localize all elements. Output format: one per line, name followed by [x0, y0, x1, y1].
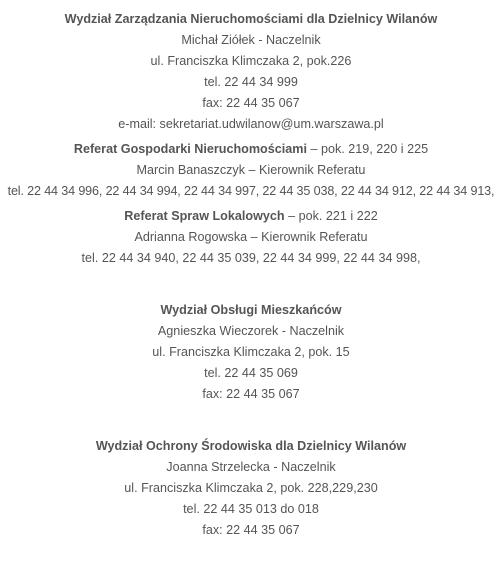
- department-address: ul. Franciszka Klimczaka 2, pok.226: [150, 54, 352, 68]
- department-head: Agnieszka Wieczorek - Naczelnik: [157, 324, 345, 338]
- unit-phones: tel. 22 44 34 996, 22 44 34 994, 22 44 34 997, 22 44 35 038, 22 44 34 912, 22 44 34 913,: [7, 184, 495, 198]
- unit-rooms: – pok. 221 i 222: [284, 209, 378, 223]
- unit-phones: tel. 22 44 34 940, 22 44 35 039, 22 44 34 999, 22 44 34 998,: [81, 251, 421, 265]
- unit-head: Adrianna Rogowska – Kierownik Referatu: [134, 230, 368, 244]
- unit-rooms: – pok. 219, 220 i 225: [306, 142, 429, 156]
- unit-real-estate-management: [0, 139, 502, 202]
- department-environment: [0, 436, 502, 541]
- department-head: Joanna Strzelecka - Naczelnik: [166, 460, 336, 474]
- department-real-estate: [0, 9, 502, 269]
- unit-name: Referat Gospodarki Nieruchomościami: [73, 142, 307, 156]
- unit-name: Referat Spraw Lokalowych: [124, 209, 285, 223]
- department-phone: tel. 22 44 35 069: [204, 366, 298, 380]
- department-resident-services: [0, 300, 502, 405]
- department-fax: fax: 22 44 35 067: [202, 96, 300, 110]
- unit-heading: [0, 139, 502, 160]
- department-title: Wydział Zarządzania Nieruchomościami dla Dzielnicy Wilanów: [64, 12, 438, 26]
- department-head: Michał Ziółek - Naczelnik: [181, 33, 321, 47]
- department-email[interactable]: e-mail: sekretariat.udwilanow@um.warszawa.pl: [118, 117, 384, 131]
- unit-housing-affairs: [0, 206, 502, 269]
- department-fax: fax: 22 44 35 067: [202, 387, 300, 401]
- department-phone: tel. 22 44 34 999: [204, 75, 298, 89]
- department-address: ul. Franciszka Klimczaka 2, pok. 228,229,230: [124, 481, 378, 495]
- unit-head: Marcin Banaszczyk – Kierownik Referatu: [136, 163, 366, 177]
- department-phone: tel. 22 44 35 013 do 018: [183, 502, 319, 516]
- department-title: Wydział Obsługi Mieszkańców: [160, 303, 342, 317]
- department-address: ul. Franciszka Klimczaka 2, pok. 15: [152, 345, 350, 359]
- unit-heading: [0, 206, 502, 227]
- department-title: Wydział Ochrony Środowiska dla Dzielnicy Wilanów: [95, 439, 407, 453]
- department-fax: fax: 22 44 35 067: [202, 523, 300, 537]
